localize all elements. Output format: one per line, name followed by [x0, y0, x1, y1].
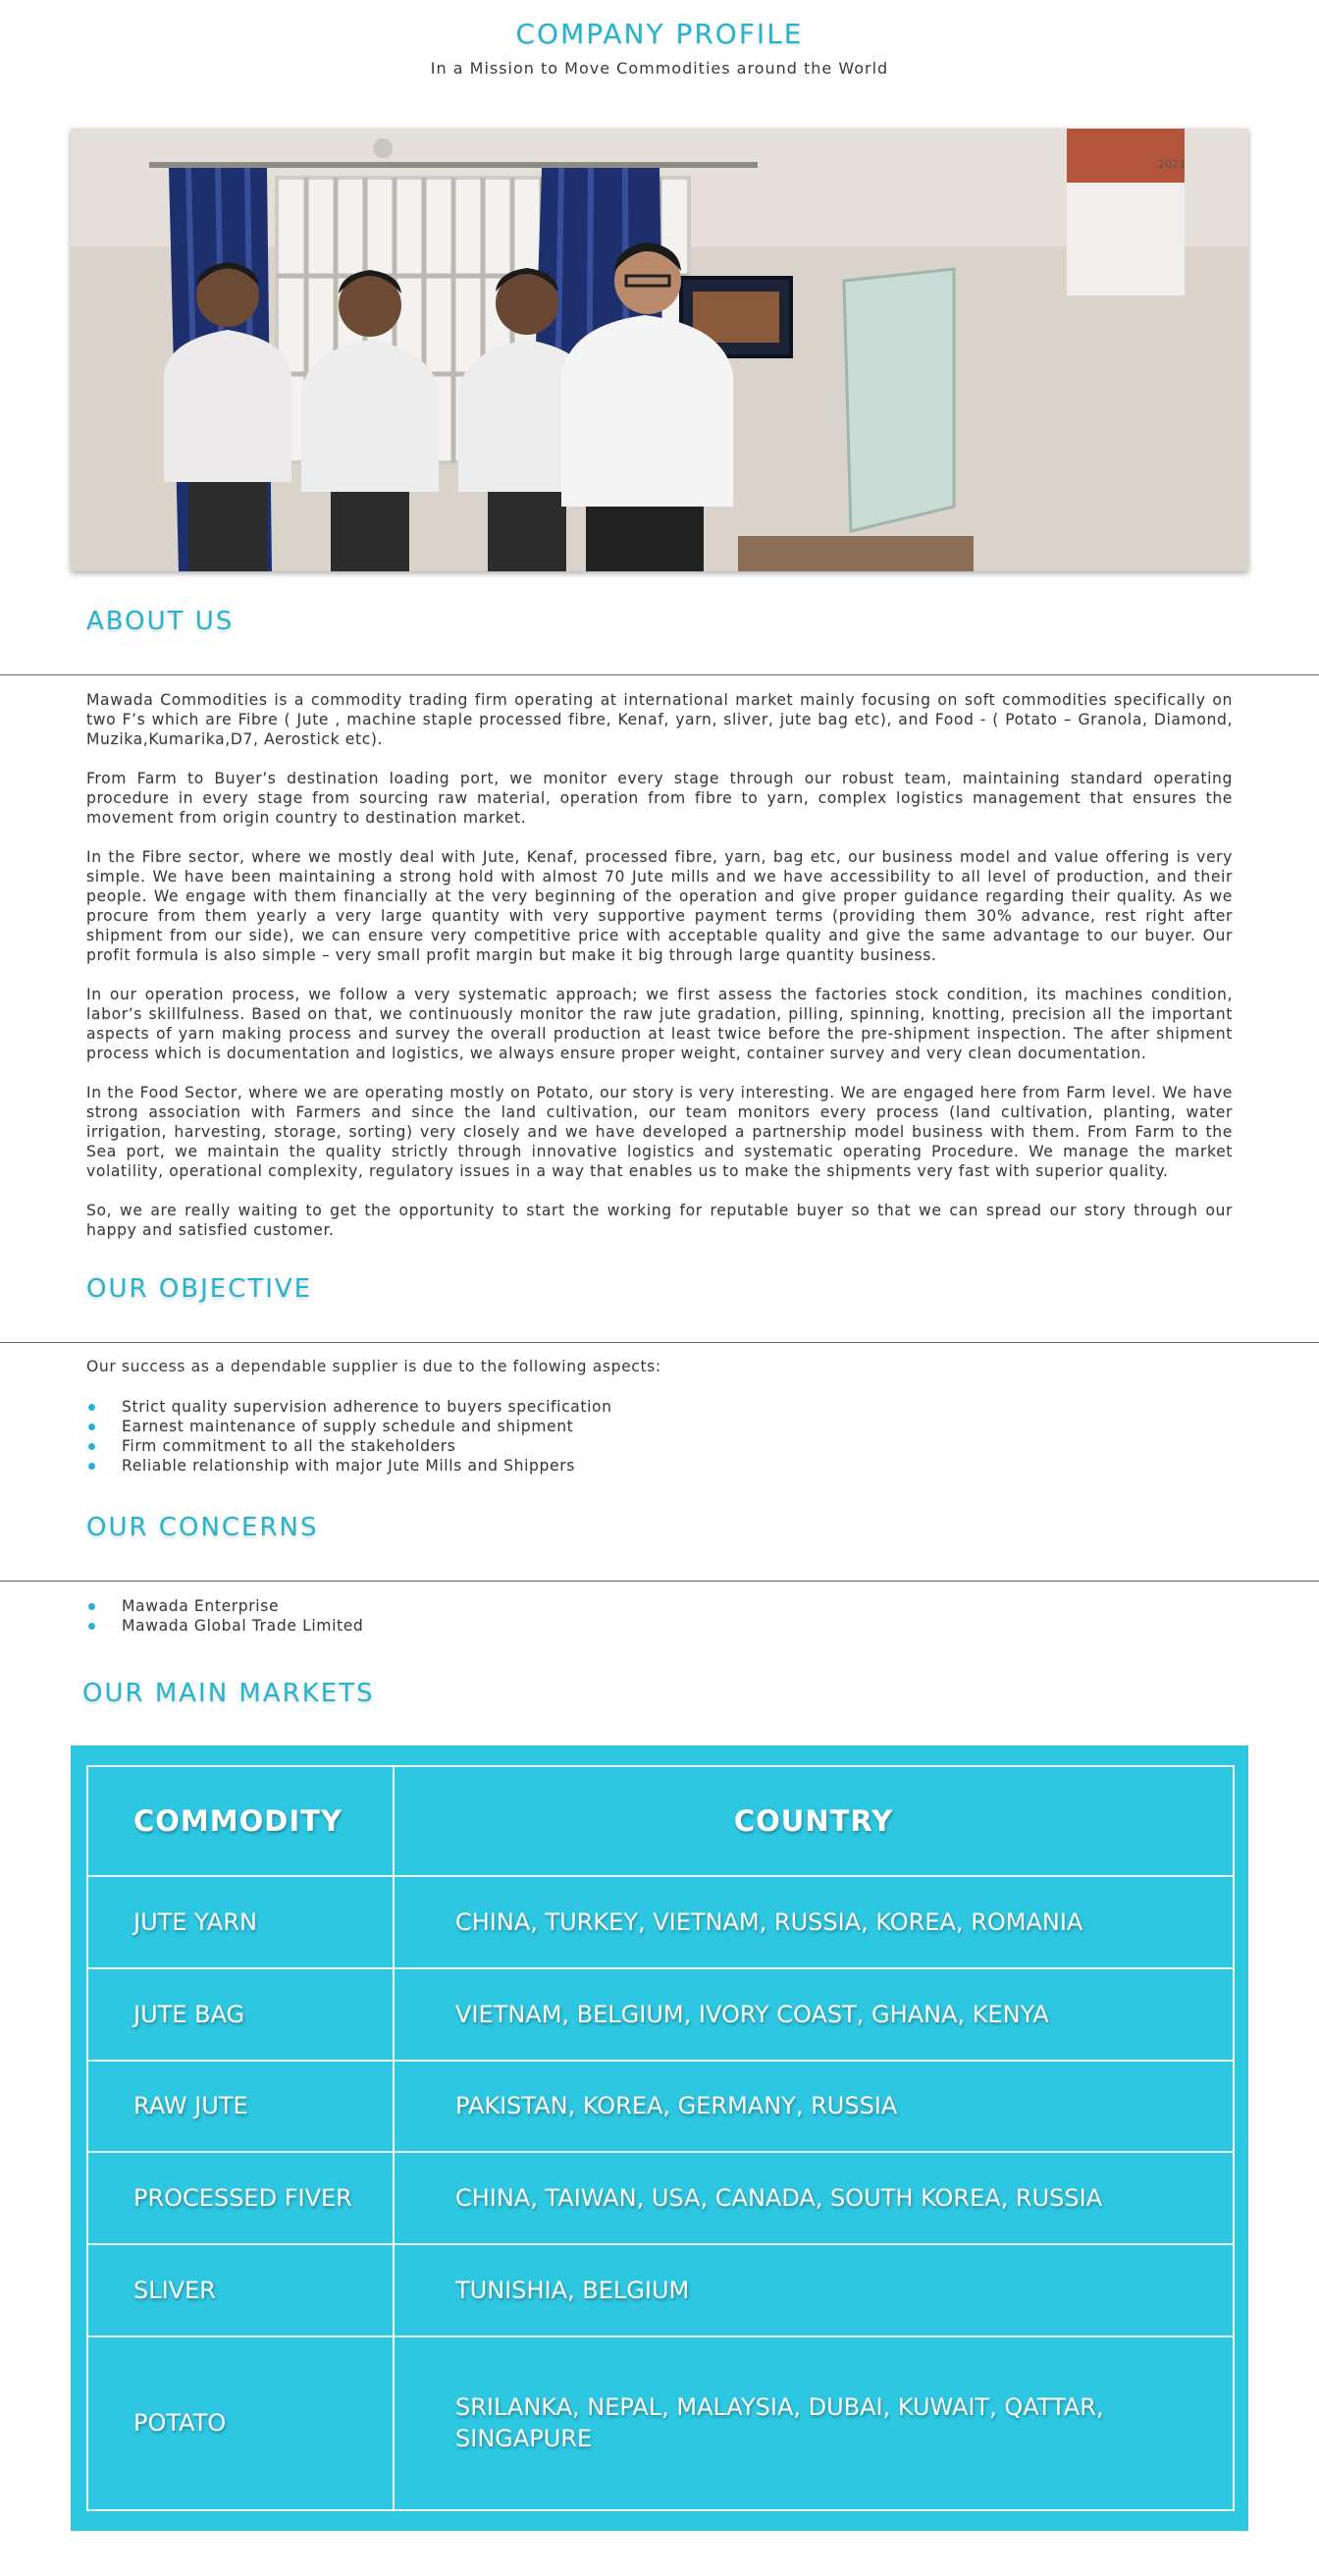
column-header-country: COUNTRY: [394, 1766, 1234, 1876]
table-row: [87, 2061, 1234, 2153]
about-paragraph: Mawada Commodities is a commodity trading firm operating at international market mainly focusing on soft commodities specifically on two F’s which are Fibre ( Jute , machine staple processed fibre, Kenaf, yarn, sliver, jute bag etc), and Food - ( Potato – Granola, Diamond, Muzika,Kumarika,D7, Aerostick etc).: [86, 691, 1233, 748]
bullet-icon: [88, 1463, 95, 1470]
concerns-divider: [0, 1581, 1319, 1582]
concerns-heading: OUR CONCERNS: [86, 1513, 319, 1542]
commodity-cell: POTATO: [87, 2336, 394, 2510]
country-cell: TUNISHIA, BELGIUM: [394, 2244, 1234, 2336]
markets-panel: [71, 1745, 1248, 2531]
commodity-cell: JUTE YARN: [87, 1876, 394, 1968]
commodity-cell: SLIVER: [87, 2244, 394, 2336]
about-divider: [0, 674, 1319, 675]
bullet-icon: [88, 1423, 95, 1430]
bullet-icon: [88, 1443, 95, 1450]
list-item: Reliable relationship with major Jute Mills and Shippers: [86, 1456, 612, 1476]
objective-intro: Our success as a dependable supplier is due to the following aspects:: [86, 1358, 661, 1375]
country-cell: PAKISTAN, KOREA, GERMANY, RUSSIA: [394, 2061, 1234, 2153]
markets-heading: OUR MAIN MARKETS: [82, 1679, 375, 1708]
table-row: [87, 1968, 1234, 2061]
list-item: Earnest maintenance of supply schedule and shipment: [86, 1417, 612, 1436]
table-row: [87, 2336, 1234, 2510]
table-row: [87, 2244, 1234, 2336]
table-row: [87, 1876, 1234, 1968]
commodity-cell: RAW JUTE: [87, 2061, 394, 2153]
calendar-year: 2021: [1158, 158, 1186, 171]
table-header-row: [87, 1766, 1234, 1876]
table-row: [87, 2152, 1234, 2244]
about-paragraph: In our operation process, we follow a very systematic approach; we first assess the factories stock condition, its machines condition, labor’s skillfulness. Based on that, we continuously monitor the raw jute gradation, pilling, spinning, knotting, precision all the important aspects of yarn making process and survey the overall production at least twice before the pre-shipment inspection. The after shipment process which is documentation and logistics, we always ensure proper weight, container survey and very clean documentation.: [86, 986, 1233, 1062]
country-cell: CHINA, TAIWAN, USA, CANADA, SOUTH KOREA, RUSSIA: [394, 2152, 1234, 2244]
page-subtitle: In a Mission to Move Commodities around the World: [430, 59, 889, 78]
commodity-cell: JUTE BAG: [87, 1968, 394, 2061]
page-title: COMPANY PROFILE: [515, 18, 804, 50]
objective-divider: [0, 1342, 1319, 1343]
bullet-icon: [88, 1623, 95, 1630]
about-text: [86, 690, 1233, 1260]
objective-heading: OUR OBJECTIVE: [86, 1274, 313, 1304]
team-photo: [71, 129, 1248, 571]
bullet-icon: [88, 1603, 95, 1610]
about-paragraph: In the Food Sector, where we are operating mostly on Potato, our story is very interesting. We are engaged here from Farm level. We have strong association with Farmers and since the land cultivation, our team monitors every process (land cultivation, planting, water irrigation, harvesting, storage, sorting) very closely and we have developed a partnership model business with them. From Farm to the Sea port, we maintain the quality strictly through innovative logistics and systematic operating Procedure. We manage the market volatility, operational complexity, regulatory issues in a way that enables us to make the shipments very fast with superior quality.: [86, 1084, 1233, 1180]
markets-table: [86, 1765, 1235, 2511]
concerns-list: [86, 1596, 363, 1636]
country-cell: SRILANKA, NEPAL, MALAYSIA, DUBAI, KUWAIT, QATTAR, SINGAPURE: [394, 2336, 1234, 2510]
list-item: Mawada Enterprise: [86, 1596, 363, 1616]
column-header-commodity: COMMODITY: [87, 1766, 394, 1876]
objective-list: [86, 1397, 612, 1476]
about-paragraph: So, we are really waiting to get the opportunity to start the working for reputable buyer so that we can spread our story through our happy and satisfied customer.: [86, 1202, 1233, 1239]
about-paragraph: In the Fibre sector, where we mostly deal with Jute, Kenaf, processed fibre, yarn, bag etc, our business model and value offering is very simple. We have been maintaining a strong hold with almost 70 Jute mills and we have accessibility to all level of production, and their people. We engage with them financially at the very beginning of the operation and give proper guidance regarding their quality. As we procure from them yearly a very large quantity with very supportive payment terms (providing them 30% advance, rest right after shipment from our side), we can ensure very competitive price with acceptable quality and give the same advantage to our buyer. Our profit formula is also simple – very small profit margin but make it big through large quantity business.: [86, 848, 1233, 964]
country-cell: CHINA, TURKEY, VIETNAM, RUSSIA, KOREA, ROMANIA: [394, 1876, 1234, 1968]
country-cell: VIETNAM, BELGIUM, IVORY COAST, GHANA, KENYA: [394, 1968, 1234, 2061]
about-heading: ABOUT US: [86, 607, 235, 636]
list-item: Strict quality supervision adherence to buyers specification: [86, 1397, 612, 1417]
list-item: Firm commitment to all the stakeholders: [86, 1436, 612, 1456]
bullet-icon: [88, 1404, 95, 1411]
commodity-cell: PROCESSED FIVER: [87, 2152, 394, 2244]
about-paragraph: From Farm to Buyer’s destination loading port, we monitor every stage through our robust team, maintaining standard operating procedure in every stage from sourcing raw material, operation from fibre to yarn, complex logistics management that ensures the movement from origin country to destination market.: [86, 770, 1233, 827]
list-item: Mawada Global Trade Limited: [86, 1616, 363, 1636]
